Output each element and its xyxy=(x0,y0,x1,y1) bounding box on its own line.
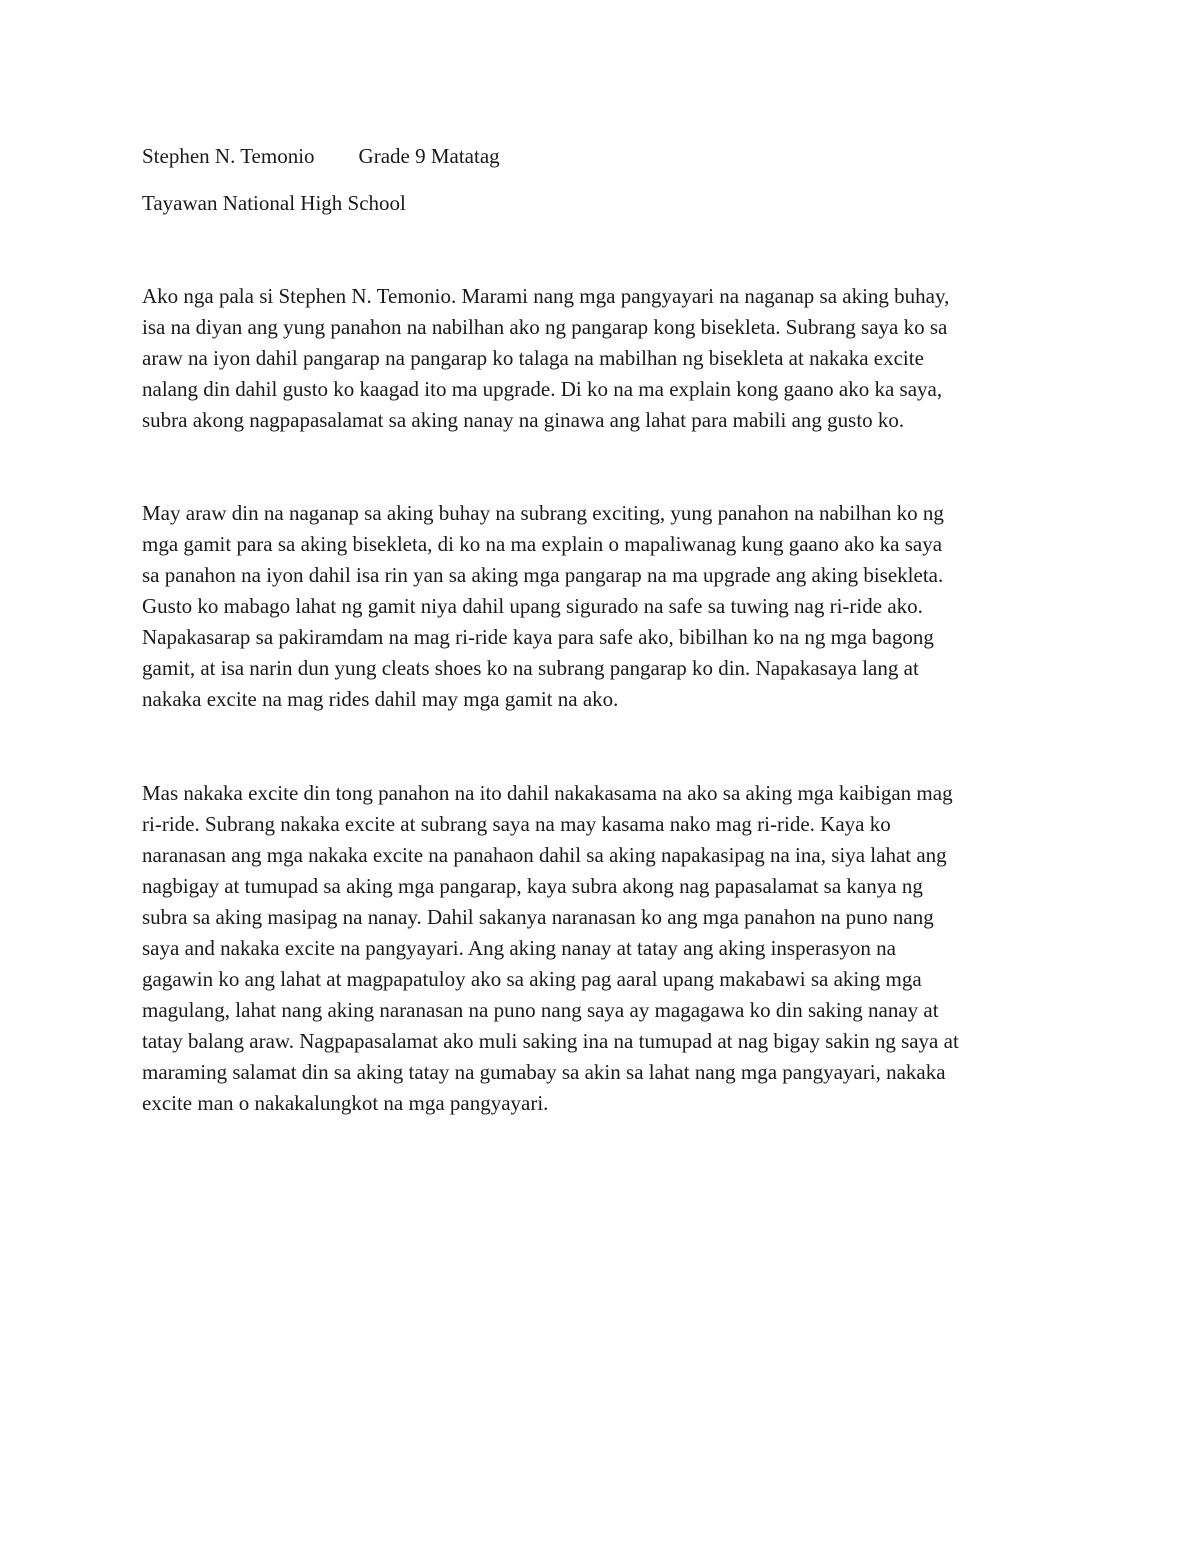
text-line: tatay balang araw. Nagpapasalamat ako muli saking ina na tumupad at nag bigay sakin ng saya at xyxy=(142,1029,959,1053)
text-line: Ako nga pala si Stephen N. Temonio. Marami nang mga pangyayari na naganap sa aking buhay, xyxy=(142,284,950,308)
text-line: May araw din na naganap sa aking buhay na subrang exciting, yung panahon na nabilhan ko ng xyxy=(142,501,944,525)
text-line: maraming salamat din sa aking tatay na gumabay sa akin sa lahat nang mga pangyayari, nakaka xyxy=(142,1060,946,1084)
text-line: gamit, at isa narin dun yung cleats shoes ko na subrang pangarap ko din. Napakasaya lang at xyxy=(142,656,919,680)
text-line: Gusto ko mabago lahat ng gamit niya dahil upang sigurado na safe sa tuwing nag ri-ride ako. xyxy=(142,594,923,618)
text-line: Napakasarap sa pakiramdam na mag ri-ride kaya para safe ako, bibilhan ko na ng mga bagong xyxy=(142,625,934,649)
text-line: mga gamit para sa aking bisekleta, di ko na ma explain o mapaliwanag kung gaano ako ka saya xyxy=(142,532,943,556)
header-name-grade xyxy=(142,141,500,172)
text-line: nagbigay at tumupad sa aking mga pangarap, kaya subra akong nag papasalamat sa kanya ng xyxy=(142,874,923,898)
text-line: sa panahon na iyon dahil isa rin yan sa aking mga pangarap na ma upgrade ang aking bisekleta. xyxy=(142,563,944,587)
text-line: subra akong nagpapasalamat sa aking nanay na ginawa ang lahat para mabili ang gusto ko. xyxy=(142,408,905,432)
text-line: naranasan ang mga nakaka excite na panahaon dahil sa aking napakasipag na ina, siya lahat ang xyxy=(142,843,947,867)
text-line: isa na diyan ang yung panahon na nabilhan ako ng pangarap kong bisekleta. Subrang saya ko sa xyxy=(142,315,948,339)
paragraph-2 xyxy=(142,498,1072,715)
text-line: Mas nakaka excite din tong panahon na ito dahil nakakasama na ako sa aking mga kaibigan mag xyxy=(142,781,953,805)
text-line: saya and nakaka excite na pangyayari. Ang aking nanay at tatay ang aking insperasyon na xyxy=(142,936,896,960)
text-line: ri-ride. Subrang nakaka excite at subrang saya na may kasama nako mag ri-ride. Kaya ko xyxy=(142,812,891,836)
text-line: subra sa aking masipag na nanay. Dahil sakanya naranasan ko ang mga panahon na puno nang xyxy=(142,905,934,929)
text-line: gagawin ko ang lahat at magpapatuloy ako sa aking pag aaral upang makabawi sa aking mga xyxy=(142,967,922,991)
text-line: araw na iyon dahil pangarap na pangarap ko talaga na mabilhan ng bisekleta at nakaka excite xyxy=(142,346,924,370)
grade-section: Grade 9 Matatag xyxy=(358,144,500,168)
text-line: magulang, lahat nang aking naranasan na puno nang saya ay magagawa ko din saking nanay at xyxy=(142,998,939,1022)
student-name: Stephen N. Temonio xyxy=(142,144,315,168)
school-name: Tayawan National High School xyxy=(142,191,406,215)
paragraph-1 xyxy=(142,281,1072,436)
text-line: nalang din dahil gusto ko kaagad ito ma upgrade. Di ko na ma explain kong gaano ako ka saya, xyxy=(142,377,943,401)
text-line: nakaka excite na mag rides dahil may mga gamit na ako. xyxy=(142,687,619,711)
text-line: excite man o nakakalungkot na mga pangyayari. xyxy=(142,1091,549,1115)
paragraph-3 xyxy=(142,778,1072,1119)
